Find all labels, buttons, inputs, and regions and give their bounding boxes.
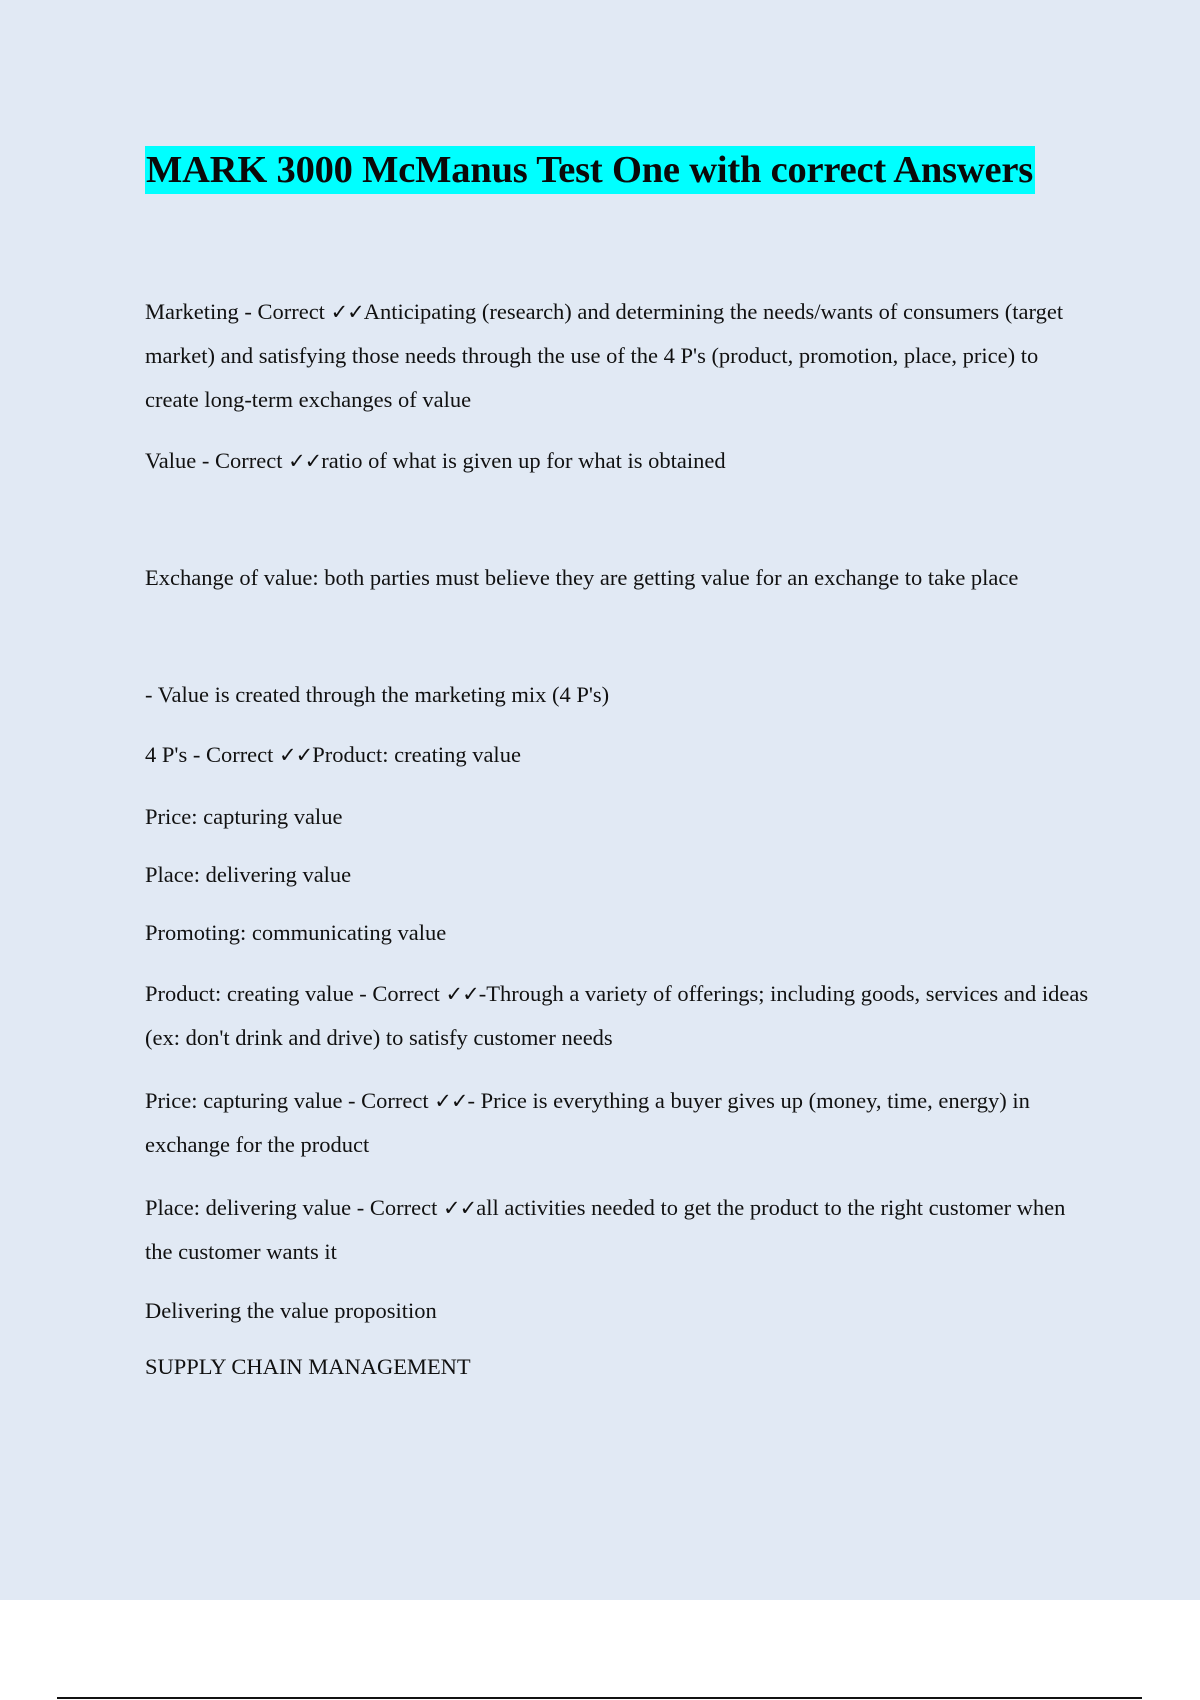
check-icon: ✓✓ bbox=[288, 449, 322, 473]
answer-text: Anticipating (research) and determining the needs/wants of consumers (target market) and satisfying those needs through the use of the 4 P's (product, promotion, place, price) to create long-term exchanges of value bbox=[145, 299, 1064, 412]
term-label: Price: capturing value - Correct bbox=[145, 1088, 435, 1113]
answer-text: all activities needed to get the product to the right customer when the customer wants it bbox=[145, 1195, 1066, 1264]
paragraph-product-definition bbox=[145, 972, 1090, 1060]
check-icon: ✓✓ bbox=[443, 1196, 477, 1220]
term-label: Product: creating value - Correct bbox=[145, 981, 446, 1006]
paragraph-delivering-value-proposition: Delivering the value proposition bbox=[145, 1298, 437, 1323]
term-label: Place: delivering value - Correct bbox=[145, 1195, 444, 1220]
answer-text: -Through a variety of offerings; including goods, services and ideas (ex: don't drink and drive) to satisfy customer needs bbox=[145, 981, 1089, 1050]
paragraph-value bbox=[145, 439, 1090, 483]
paragraph-price: Price: capturing value bbox=[145, 804, 343, 829]
answer-text: ratio of what is given up for what is obtained bbox=[321, 448, 726, 473]
document-title: MARK 3000 McManus Test One with correct Answers bbox=[145, 146, 1035, 194]
paragraph-value-created: - Value is created through the marketing mix (4 P's) bbox=[145, 682, 610, 707]
check-icon: ✓✓ bbox=[445, 982, 479, 1006]
paragraph-supply-chain: SUPPLY CHAIN MANAGEMENT bbox=[145, 1354, 471, 1379]
term-label: Marketing - Correct bbox=[145, 299, 331, 324]
paragraph-exchange-of-value: Exchange of value: both parties must believe they are getting value for an exchange to take place bbox=[145, 565, 1019, 590]
term-label: 4 P's - Correct bbox=[145, 742, 280, 767]
footer-rule bbox=[57, 1697, 1142, 1699]
paragraph-place: Place: delivering value bbox=[145, 862, 352, 887]
term-label: Value - Correct bbox=[145, 448, 289, 473]
paragraph-4ps bbox=[145, 733, 1090, 777]
answer-text: - Price is everything a buyer gives up (money, time, energy) in exchange for the product bbox=[145, 1088, 1030, 1157]
paragraph-marketing bbox=[145, 290, 1090, 422]
paragraph-promoting: Promoting: communicating value bbox=[145, 920, 447, 945]
paragraph-place-definition bbox=[145, 1186, 1090, 1274]
check-icon: ✓✓ bbox=[330, 300, 364, 324]
check-icon: ✓✓ bbox=[434, 1089, 468, 1113]
paragraph-price-definition bbox=[145, 1079, 1090, 1167]
check-icon: ✓✓ bbox=[279, 743, 313, 767]
answer-text: Product: creating value bbox=[312, 742, 521, 767]
